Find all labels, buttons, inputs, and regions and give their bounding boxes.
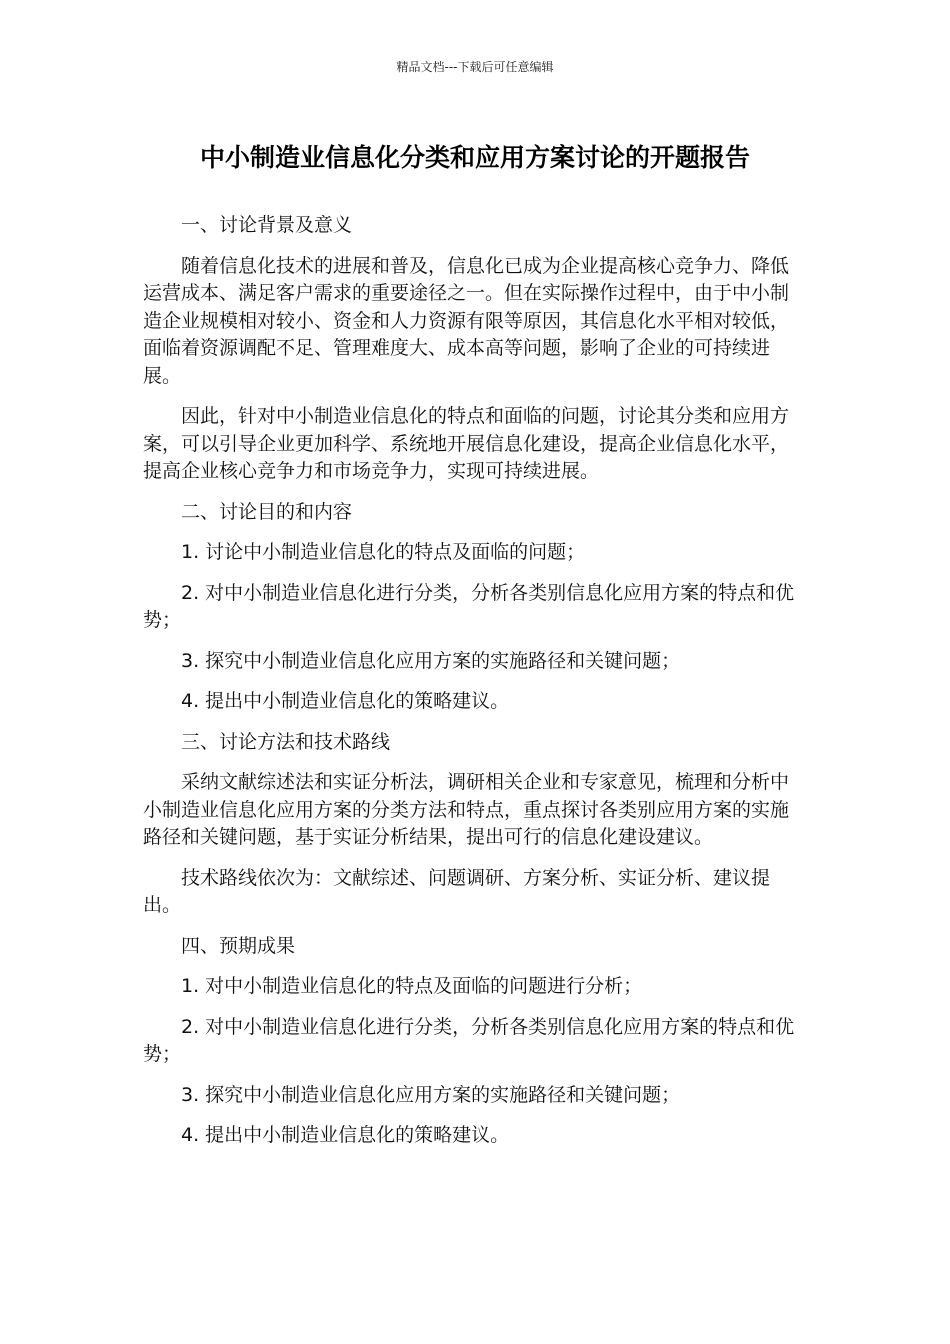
list-item: 4. 提出中小制造业信息化的策略建议。 — [181, 690, 510, 712]
section-heading: 二、讨论目的和内容 — [181, 500, 353, 523]
paragraph: 采纳文献综述法和实证分析法，调研相关企业和专家意见，梳理和分析中小制造业信息化应用方案的分类方法和特点，重点探讨各类别应用方案的实施路径和关键问题，基于实证分析结果，提出可行的信息化建设建议。 — [143, 771, 790, 848]
list-item: 1. 讨论中小制造业信息化的特点及面临的问题； — [181, 541, 586, 563]
section-heading: 一、讨论背景及意义 — [181, 214, 353, 236]
list-item: 2. 对中小制造业信息化进行分类，分析各类别信息化应用方案的特点和优势； — [143, 581, 795, 631]
header-note: 精品文档---下载后可任意编辑 — [396, 60, 554, 74]
paragraph: 技术路线依次为：文献综述、问题调研、方案分析、实证分析、建议提出。 — [143, 866, 771, 916]
list-item: 1. 对中小制造业信息化的特点及面临的问题进行分析； — [181, 975, 643, 997]
paragraph: 随着信息化技术的进展和普及，信息化已成为企业提高核心竞争力、降低运营成本、满足客户需求的重要途径之一。但在实际操作过程中，由于中小制造企业规模相对较小、资金和人力资源有限等原因，其信息化水平相对较低，面临着资源调配不足、管理难度大、成本高等问题，影响了企业的可持续进展。 — [143, 254, 790, 387]
section-heading: 四、预期成果 — [181, 934, 296, 957]
list-item: 3. 探究中小制造业信息化应用方案的实施路径和关键问题； — [181, 649, 681, 672]
list-item: 3. 探究中小制造业信息化应用方案的实施路径和关键问题； — [181, 1083, 681, 1106]
document-title: 中小制造业信息化分类和应用方案讨论的开题报告 — [199, 143, 750, 172]
list-item: 4. 提出中小制造业信息化的策略建议。 — [181, 1124, 510, 1146]
section-heading: 三、讨论方法和技术路线 — [181, 730, 391, 753]
paragraph: 因此，针对中小制造业信息化的特点和面临的问题，讨论其分类和应用方案，可以引导企业更加科学、系统地开展信息化建设，提高企业信息化水平，提高企业核心竞争力和市场竞争力，实现可持续进展。 — [143, 405, 790, 482]
list-item: 2. 对中小制造业信息化进行分类，分析各类别信息化应用方案的特点和优势； — [143, 1015, 795, 1065]
document-body — [143, 212, 803, 1163]
